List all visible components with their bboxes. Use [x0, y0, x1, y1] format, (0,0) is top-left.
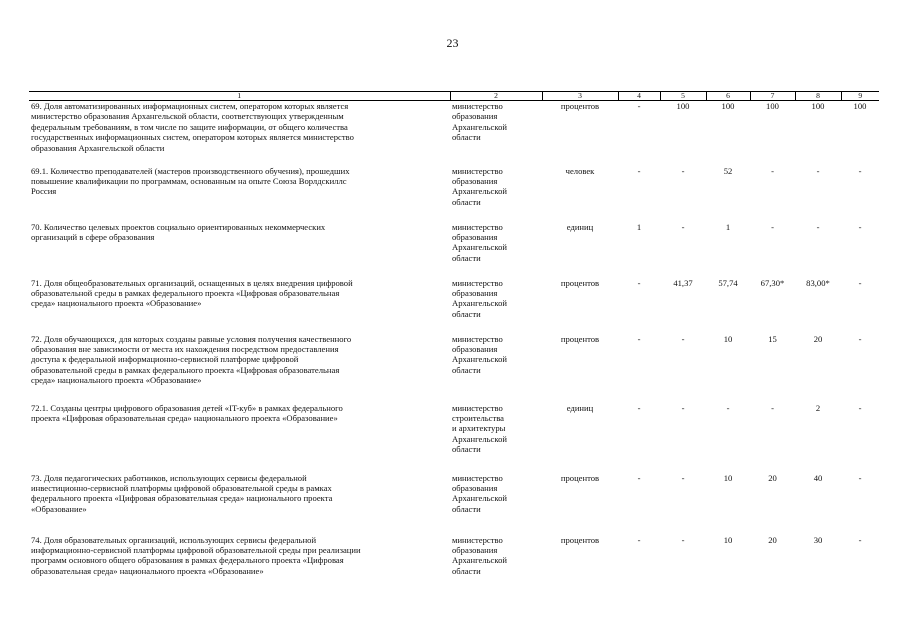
- ministry-line: министерство: [452, 277, 503, 288]
- indicator-name-line: образовательная среда» национального проекта «Образование»: [31, 565, 264, 576]
- indicator-value: 67,30*: [760, 277, 785, 288]
- ministry-line: министерство: [452, 101, 503, 111]
- indicator-value: -: [771, 402, 774, 413]
- indicator-value: 2: [815, 402, 821, 413]
- ministry-line: министерство: [452, 402, 503, 413]
- responsible-ministry: [450, 222, 542, 278]
- column-header: 8: [795, 92, 841, 101]
- indicator-value: -: [816, 165, 820, 176]
- indicator-value: -: [681, 333, 685, 344]
- indicator-name-line: государственных информационных систем, оператором которых является министерство: [31, 132, 354, 143]
- unit-of-measure: единиц: [566, 221, 594, 232]
- indicator-value: -: [858, 277, 862, 288]
- indicator-name-line: 70. Количество целевых проектов социально ориентированных некоммерческих: [31, 221, 326, 232]
- table-header-row: [29, 92, 879, 101]
- indicator-value: 100: [676, 101, 690, 111]
- indicator-value: 41,37: [673, 277, 693, 288]
- ministry-line: строительства: [452, 412, 504, 423]
- responsible-ministry: [450, 166, 542, 222]
- table-row: [29, 334, 879, 403]
- unit-of-measure: процентов: [560, 277, 600, 288]
- indicator-name-line: инвестиционно-сервисной платформы цифровой образовательной среды в рамках: [31, 482, 332, 493]
- table-row: [29, 473, 879, 535]
- indicator-name: [29, 278, 450, 334]
- ministry-line: области: [452, 196, 481, 207]
- indicator-value: 15: [768, 333, 777, 344]
- indicator-name: [29, 101, 450, 166]
- indicator-value: 40: [813, 472, 823, 483]
- unit-of-measure: процентов: [560, 534, 600, 545]
- column-header: 6: [706, 92, 750, 101]
- indicator-name-line: Россия: [31, 186, 57, 197]
- ministry-line: Архангельской: [452, 493, 507, 504]
- unit-of-measure: единиц: [566, 402, 594, 413]
- indicator-name: [29, 473, 450, 535]
- indicator-value: -: [858, 534, 862, 545]
- ministry-line: области: [452, 308, 481, 319]
- ministry-line: Архангельской: [452, 433, 507, 444]
- ministry-line: образования: [452, 231, 498, 242]
- indicator-name-line: проекта «Цифровая образовательная среда» национального проекта «Образование»: [31, 412, 338, 423]
- indicator-name-line: образовательной среды в рамках федерального проекта «Цифровая образовательная: [31, 287, 340, 298]
- indicator-name-line: 69. Доля автоматизированных информационных систем, оператором которых является: [31, 101, 349, 111]
- indicator-value: -: [637, 333, 641, 344]
- ministry-line: Архангельской: [452, 555, 507, 566]
- indicator-name-line: 72.1. Созданы центры цифрового образования детей «IT-куб» в рамках федерального: [31, 402, 343, 413]
- responsible-ministry: [450, 101, 542, 166]
- page-number: 23: [446, 36, 459, 50]
- indicator-name-line: повышение квалификации по программам, основанным на опыте Союза Ворлдскиллс: [31, 175, 347, 186]
- indicator-value: 10: [723, 333, 733, 344]
- ministry-line: области: [452, 252, 481, 263]
- indicator-name-line: среда» национального проекта «Образование»: [31, 375, 202, 386]
- column-header: 4: [618, 92, 660, 101]
- indicators-table: [29, 91, 879, 595]
- column-header: 9: [841, 92, 879, 101]
- indicator-value: -: [637, 277, 641, 288]
- ministry-line: Архангельской: [452, 354, 507, 365]
- indicator-value: 52: [723, 165, 733, 176]
- indicator-value: 100: [811, 101, 825, 111]
- indicator-name-line: среда» национального проекта «Образование»: [31, 298, 202, 309]
- ministry-line: области: [452, 565, 481, 576]
- indicator-value: -: [858, 402, 862, 413]
- indicator-value: 100: [766, 101, 779, 111]
- indicator-value: -: [681, 221, 685, 232]
- table-row: [29, 278, 879, 334]
- indicator-value: 20: [813, 333, 823, 344]
- indicator-value: -: [681, 472, 685, 483]
- indicator-value: -: [858, 472, 862, 483]
- ministry-line: образования: [452, 287, 498, 298]
- ministry-line: Архангельской: [452, 121, 507, 132]
- indicator-name-line: федеральным требованиям, в том числе по защите информации, от общего количества: [31, 121, 348, 132]
- indicator-name-line: образования Архангельской области: [31, 142, 165, 153]
- ministry-line: министерство: [452, 333, 503, 344]
- table-row: [29, 403, 879, 473]
- indicator-value: -: [858, 221, 862, 232]
- indicator-name: [29, 535, 450, 595]
- responsible-ministry: [450, 403, 542, 473]
- indicator-name-line: «Образование»: [31, 503, 87, 514]
- ministry-line: Архангельской: [452, 242, 507, 253]
- ministry-line: образования: [452, 482, 498, 493]
- ministry-line: Архангельской: [452, 298, 507, 309]
- ministry-line: области: [452, 132, 481, 143]
- ministry-line: и архитектуры: [452, 423, 506, 434]
- responsible-ministry: [450, 278, 542, 334]
- column-header: 7: [750, 92, 795, 101]
- ministry-line: министерство: [452, 221, 503, 232]
- indicator-name-line: информационно-сервисной платформы цифровой образовательной среды при реализации: [31, 544, 361, 555]
- column-header: 1: [29, 92, 450, 101]
- table-row: [29, 222, 879, 278]
- indicator-name-line: 72. Доля обучающихся, для которых созданы равные условия получения качественного: [31, 333, 352, 344]
- indicator-value: 1: [636, 221, 642, 232]
- indicator-value: -: [771, 221, 774, 232]
- indicator-value: 100: [853, 101, 867, 111]
- indicator-value: -: [681, 165, 685, 176]
- indicator-value: -: [637, 534, 641, 545]
- indicator-value: -: [858, 333, 862, 344]
- indicator-value: -: [637, 472, 641, 483]
- indicator-value: 20: [768, 472, 777, 483]
- table-row: [29, 101, 879, 166]
- indicator-name-line: 69.1. Количество преподавателей (мастеров производственного обучения), прошедших: [31, 165, 350, 176]
- indicator-value: -: [681, 534, 685, 545]
- ministry-line: министерство: [452, 534, 503, 545]
- indicator-value: 83,00*: [806, 277, 830, 288]
- indicator-value: -: [771, 165, 774, 176]
- unit-of-measure: человек: [565, 165, 595, 176]
- ministry-line: образования: [452, 544, 498, 555]
- indicator-name-line: доступа к федеральной информационно-сервисной платформе цифровой: [31, 354, 299, 365]
- table-body: [29, 101, 879, 595]
- indicator-value: 10: [723, 534, 733, 545]
- table-row: [29, 535, 879, 595]
- indicator-value: -: [681, 402, 685, 413]
- indicator-value: 57,74: [718, 277, 738, 288]
- indicator-name-line: 71. Доля общеобразовательных организаций, оснащенных в целях внедрения цифровой: [31, 277, 353, 288]
- indicator-name-line: федерального проекта «Цифровая образовательная среда» национального проекта: [31, 493, 333, 504]
- indicator-name: [29, 166, 450, 222]
- indicator-name-line: образовательной среды в рамках федерального проекта «Цифровая образовательная: [31, 364, 340, 375]
- indicator-name-line: 74. Доля образовательных организаций, использующих сервисы федеральной: [31, 534, 317, 545]
- indicator-name-line: министерство образования Архангельской области, соответствующих утвержденным: [31, 111, 344, 122]
- column-header: 5: [660, 92, 706, 101]
- ministry-line: образования: [452, 343, 498, 354]
- indicator-value: -: [637, 402, 641, 413]
- responsible-ministry: [450, 334, 542, 403]
- indicator-value: 1: [725, 221, 731, 232]
- indicator-value: 100: [721, 101, 735, 111]
- indicator-value: -: [637, 101, 641, 111]
- indicator-name-line: образования вне зависимости от места их нахождения посредством предоставления: [31, 343, 339, 354]
- indicator-value: -: [858, 165, 862, 176]
- unit-of-measure: процентов: [560, 472, 600, 483]
- ministry-line: образования: [452, 175, 498, 186]
- table-row: [29, 166, 879, 222]
- indicator-value: 10: [723, 472, 733, 483]
- indicator-value: 30: [813, 534, 823, 545]
- unit-of-measure: процентов: [560, 333, 600, 344]
- responsible-ministry: [450, 473, 542, 535]
- unit-of-measure: процентов: [560, 101, 600, 111]
- indicator-name: [29, 403, 450, 473]
- indicator-name-line: организаций в сфере образования: [31, 231, 155, 242]
- ministry-line: образования: [452, 111, 498, 122]
- column-header: 2: [450, 92, 542, 101]
- ministry-line: министерство: [452, 472, 503, 483]
- indicator-value: -: [637, 165, 641, 176]
- responsible-ministry: [450, 535, 542, 595]
- ministry-line: министерство: [452, 165, 503, 176]
- indicator-name-line: программ основного общего образования в рамках федерального проекта «Цифровая: [31, 555, 344, 566]
- indicator-value: 20: [768, 534, 777, 545]
- indicator-name-line: 73. Доля педагогических работников, использующих сервисы федеральной: [31, 472, 307, 483]
- ministry-line: области: [452, 444, 481, 455]
- ministry-line: области: [452, 364, 481, 375]
- column-header: 3: [542, 92, 618, 101]
- indicator-value: -: [816, 221, 820, 232]
- indicator-name: [29, 222, 450, 278]
- indicator-value: -: [726, 402, 730, 413]
- ministry-line: Архангельской: [452, 186, 507, 197]
- indicator-name: [29, 334, 450, 403]
- ministry-line: области: [452, 503, 481, 514]
